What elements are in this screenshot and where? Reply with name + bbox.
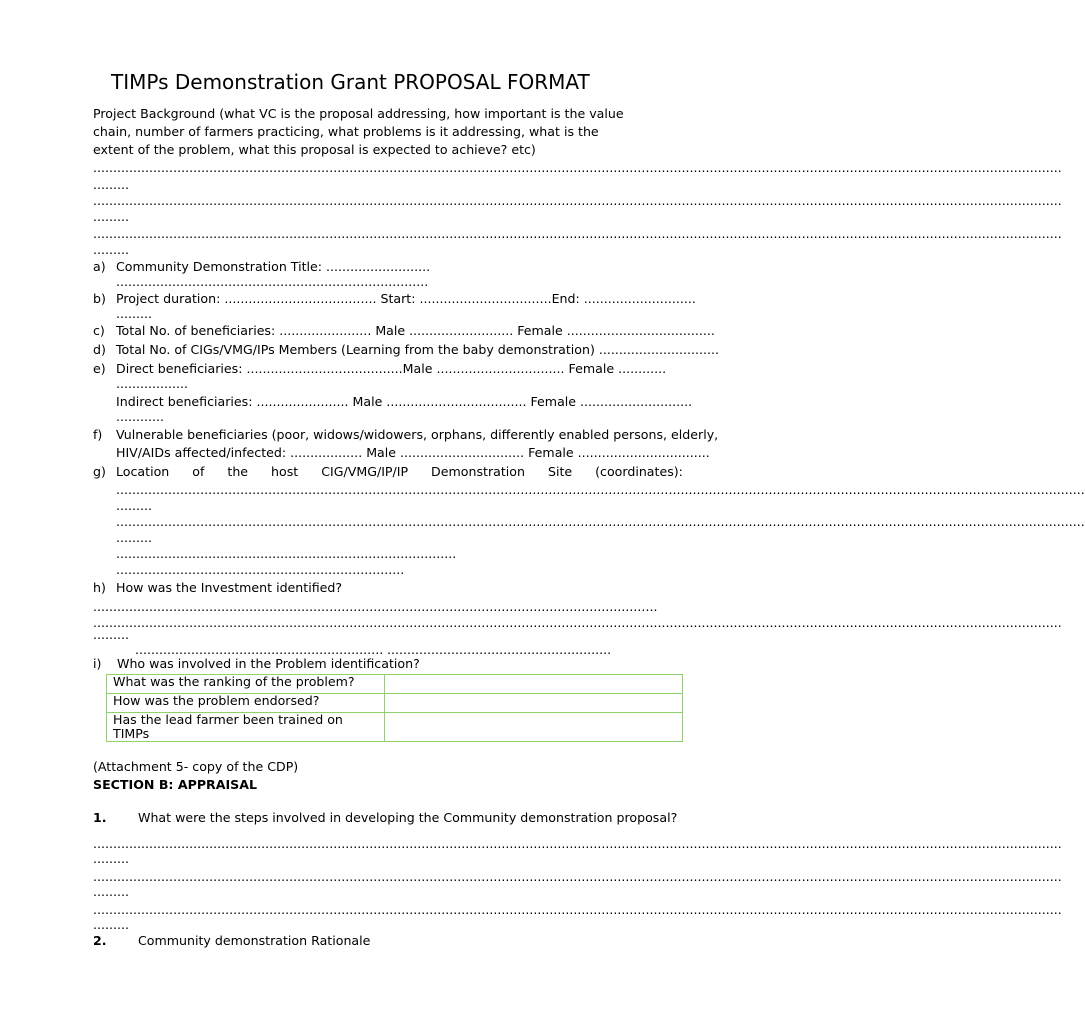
fill-line: .................................................................................................................................................................................................................................................. (93, 615, 1062, 630)
q1-number: 1. (93, 810, 107, 825)
q1-question: What were the steps involved in developing the Community demonstration proposal? (138, 810, 678, 825)
item-a-cont: .............................................................................. (116, 274, 429, 289)
table-cell-label: Has the lead farmer been trained on TIMPs (107, 713, 385, 742)
table-cell-label: How was the problem endorsed? (107, 694, 385, 713)
fill-line: .................................................................................................................................................................................................................................................. (93, 226, 1062, 241)
fill-line-end: ......... (93, 177, 130, 192)
fill-line-end: ......... (93, 242, 130, 257)
item-h-fill-1: ............................................................................................................................................. (93, 599, 658, 614)
fill-line-end: ......... (93, 627, 130, 642)
page-title: TIMPs Demonstration Grant PROPOSAL FORMAT (111, 70, 590, 94)
fill-line: .................................................................................................................................................................................................................................................. (93, 902, 1062, 917)
table-cell-value[interactable] (385, 694, 683, 713)
item-b-marker: b) (93, 291, 106, 306)
fill-line-end: ......... (93, 209, 130, 224)
fill-line: .................................................................................................................................................................................................................................................. (93, 193, 1062, 208)
item-f-line-2: HIV/AIDs affected/infected: .................. Male ............................... Female ................................. (116, 445, 710, 460)
item-e-indirect-cont: ............ (116, 409, 165, 424)
table-row (107, 713, 683, 742)
item-h-fill-a: .............................................................. (135, 642, 384, 657)
item-g-word: (coordinates): (595, 464, 683, 479)
item-h-question: How was the Investment identified? (116, 580, 343, 595)
table-cell-value[interactable] (385, 713, 683, 742)
item-e-direct: Direct beneficiaries: .......................................Male ................................ Female ............ (116, 361, 667, 376)
table-cell-label: What was the ranking of the problem? (107, 675, 385, 694)
q2-number: 2. (93, 933, 107, 948)
item-g-line-4: ........................................................................ (116, 562, 405, 577)
attachment-note: (Attachment 5- copy of the CDP) (93, 759, 299, 774)
item-g-marker: g) (93, 464, 106, 479)
item-g-word: Location (116, 464, 170, 479)
fill-line-end: ......... (116, 530, 153, 545)
item-g-word: Site (547, 464, 573, 479)
item-h-marker: h) (93, 580, 106, 595)
item-a-title: Community Demonstration Title: .......................... (116, 259, 431, 274)
item-g-line-3: ..................................................................................... (116, 546, 457, 561)
item-b-cont: ......... (116, 306, 153, 321)
item-d-marker: d) (93, 342, 106, 357)
fill-line: .................................................................................................................................................................................................................................................. (93, 836, 1062, 851)
table-row (107, 675, 683, 694)
fill-line-end: ......... (93, 851, 130, 866)
item-f-marker: f) (93, 427, 103, 442)
item-c-marker: c) (93, 323, 105, 338)
background-line-2: chain, number of farmers practicing, what problems is it addressing, what is the (93, 124, 599, 139)
item-g-word: of (192, 464, 205, 479)
fill-line: .................................................................................................................................................................................................................................................. (116, 482, 1085, 497)
fill-line: .................................................................................................................................................................................................................................................. (93, 869, 1062, 884)
item-e-marker: e) (93, 361, 106, 376)
background-line-3: extent of the problem, what this proposal is expected to achieve? etc) (93, 142, 536, 157)
fill-line-end: ......... (93, 917, 130, 932)
fill-line: .................................................................................................................................................................................................................................................. (116, 514, 1085, 529)
q2-question: Community demonstration Rationale (138, 933, 371, 948)
item-c-beneficiaries: Total No. of beneficiaries: ....................... Male .......................... Female ..................................... (116, 323, 715, 338)
item-g-word: host (271, 464, 299, 479)
item-f-line-1: Vulnerable beneficiaries (poor, widows/widowers, orphans, differently enabled persons, elderly, (116, 427, 719, 442)
table-cell-value[interactable] (385, 675, 683, 694)
fill-line: .................................................................................................................................................................................................................................................. (93, 160, 1062, 175)
item-g-word: the (227, 464, 249, 479)
item-g-location (116, 464, 683, 480)
item-g-word: Demonstration (431, 464, 525, 479)
item-d-members: Total No. of CIGs/VMG/IPs Members (Learning from the baby demonstration) .............................. (116, 342, 719, 357)
background-line-1: Project Background (what VC is the proposal addressing, how important is the value (93, 106, 624, 121)
fill-line-end: ......... (116, 498, 153, 513)
fill-line-end: ......... (93, 884, 130, 899)
item-i-question: Who was involved in the Problem identification? (117, 656, 420, 671)
item-h-fill-b: ........................................................ (387, 642, 612, 657)
item-e-indirect: Indirect beneficiaries: ....................... Male ................................... Female ............................ (116, 394, 693, 409)
table-row (107, 694, 683, 713)
section-b-heading: SECTION B: APPRAISAL (93, 777, 258, 792)
item-g-word: CIG/VMG/IP/IP (321, 464, 409, 479)
item-i-marker: i) (93, 656, 102, 671)
item-a-marker: a) (93, 259, 106, 274)
item-b-duration: Project duration: ...................................... Start: .................................End: ............................ (116, 291, 696, 306)
item-e-cont: .................. (116, 376, 189, 391)
problem-table (106, 674, 683, 742)
